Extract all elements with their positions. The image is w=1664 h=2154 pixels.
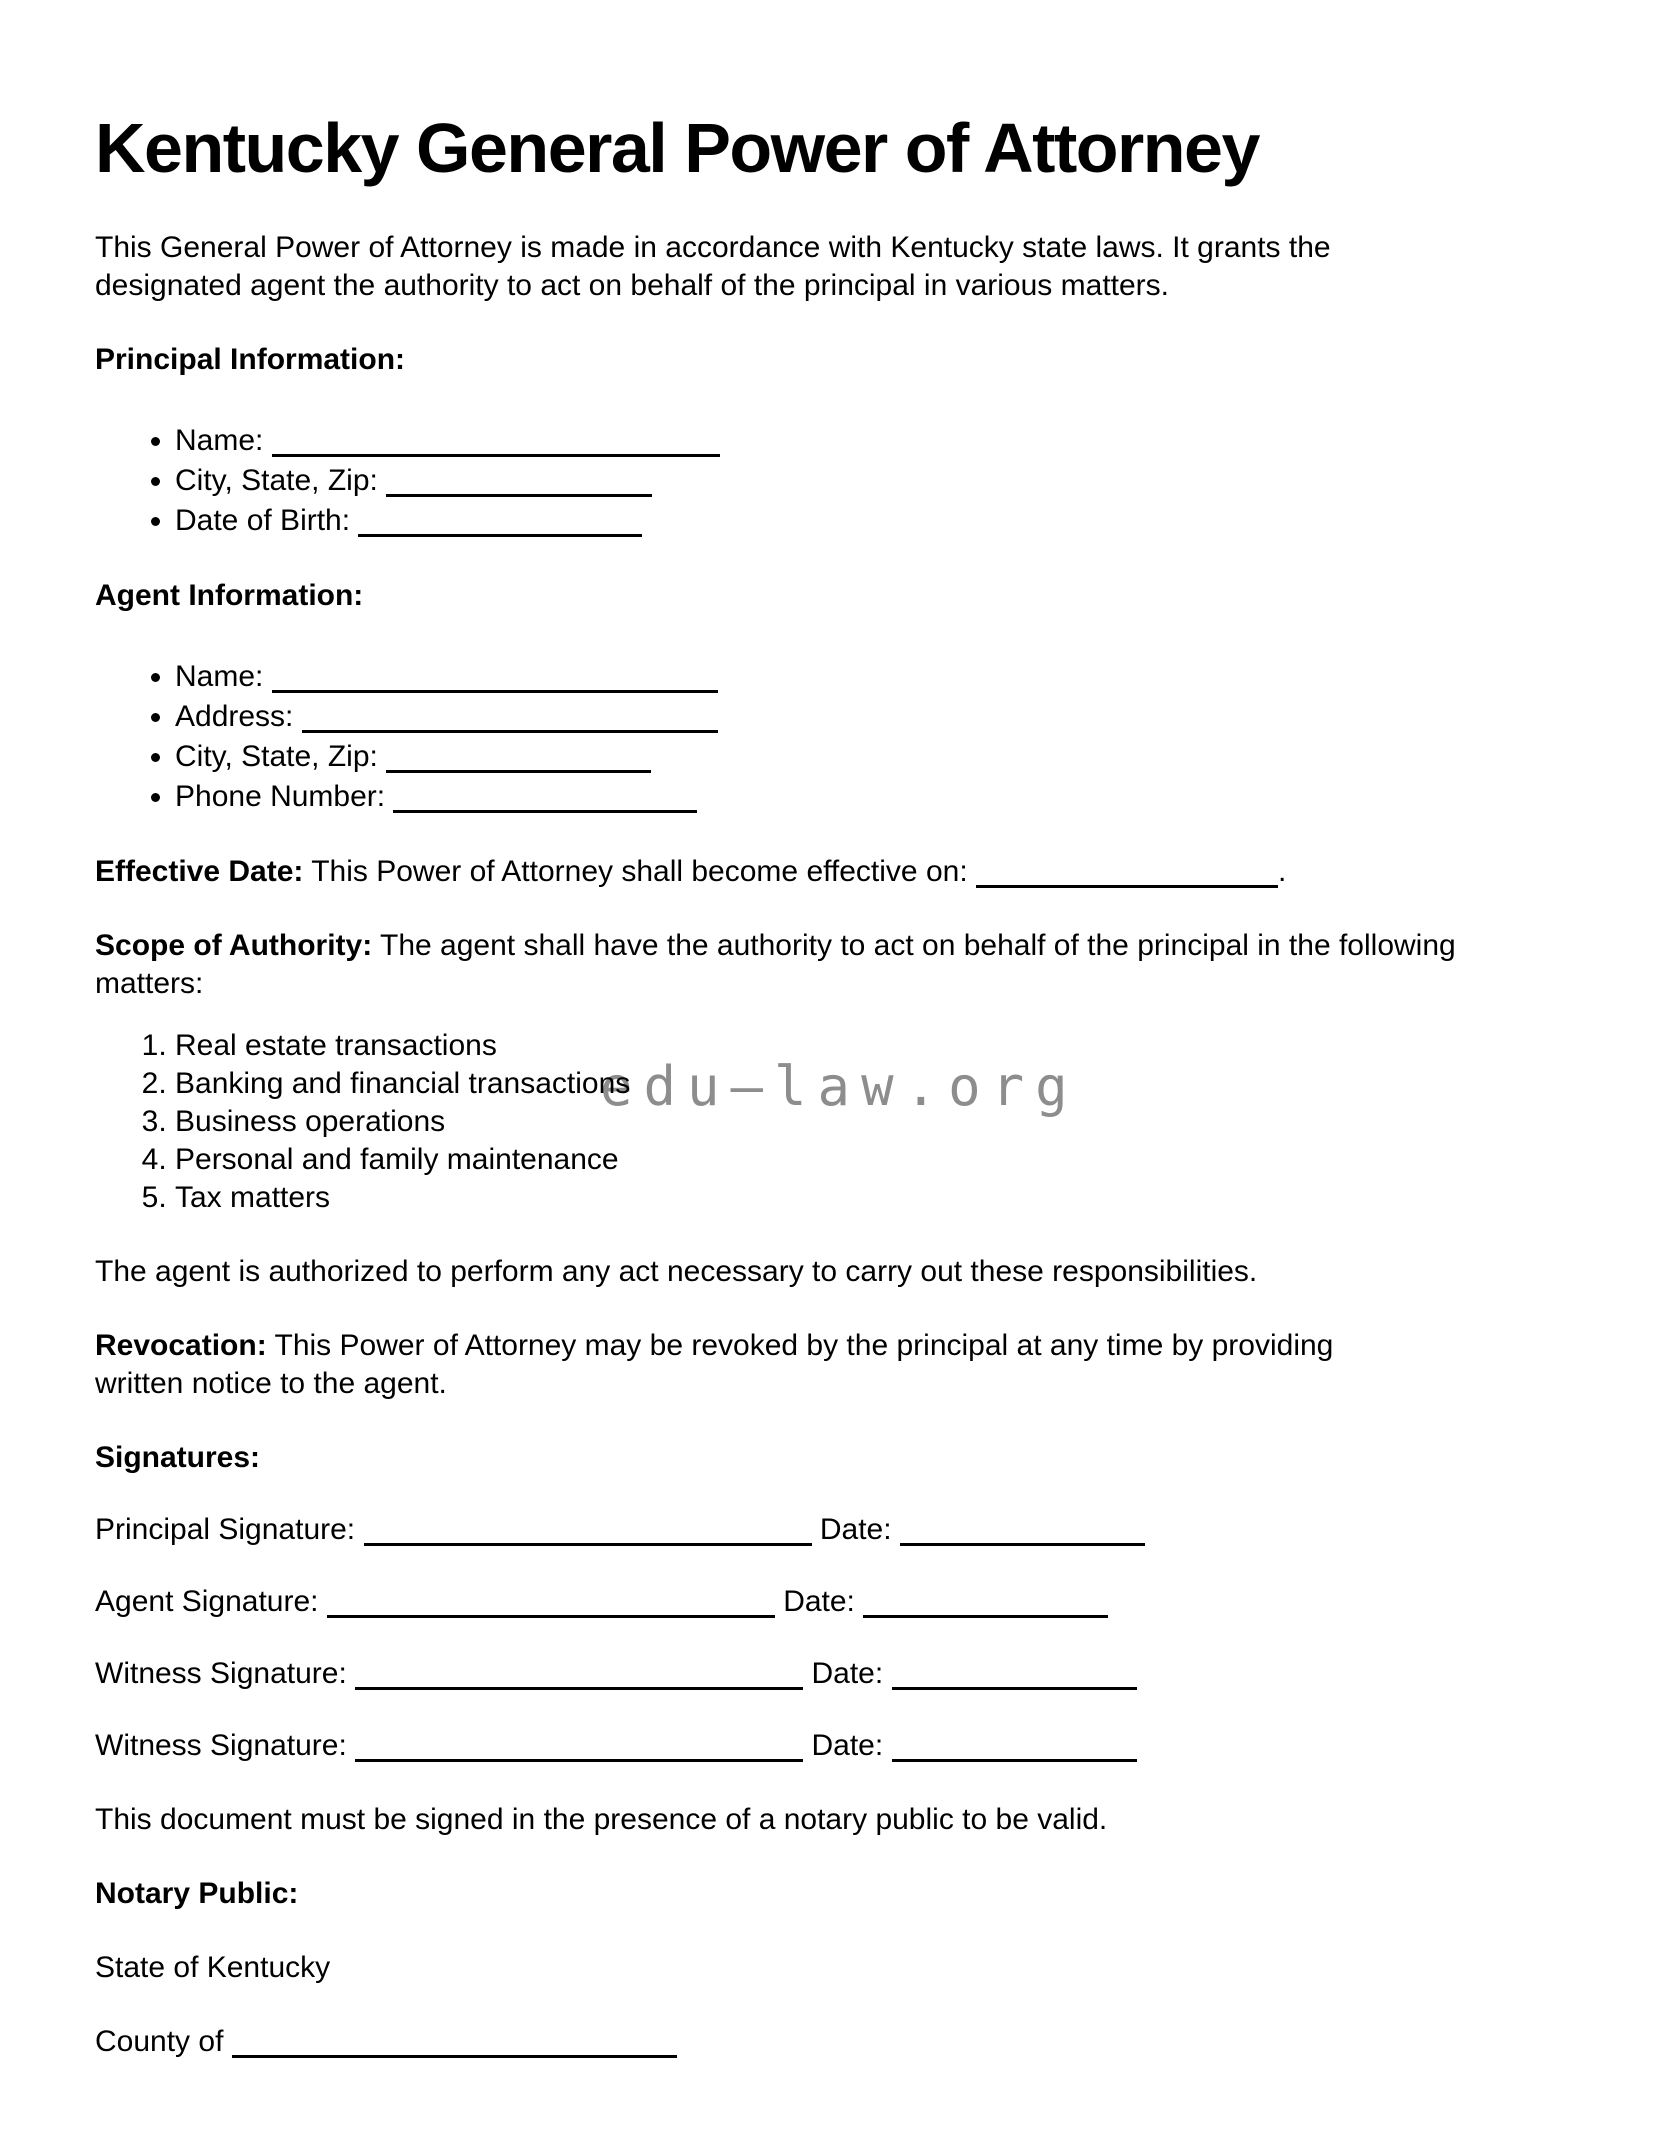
notary-requirement-note: This document must be signed in the presence of a notary public to be valid. (95, 1803, 1108, 1836)
notary-public-heading: Notary Public: (95, 1877, 299, 1910)
agent-name-blank-line (272, 661, 718, 693)
principal-date-of-birth-blank-line (358, 505, 642, 537)
date-label: Date: (811, 1657, 884, 1690)
principal-city-state-zip-blank-line (386, 465, 652, 497)
date-label: Date: (811, 1729, 884, 1762)
notary-state-line: State of Kentucky (95, 1951, 331, 1984)
scope-item: 4. Personal and family maintenance (175, 1141, 1564, 1179)
witness-signature-blank-line (355, 1658, 803, 1690)
agent-signature-date-blank-line (863, 1586, 1108, 1618)
scope-item: 1. Real estate transactions (175, 1027, 1564, 1065)
field-label: City, State, Zip: (175, 464, 378, 497)
effective-date-suffix: . (1278, 855, 1287, 888)
intro-paragraph: This General Power of Attorney is made in accordance with Kentucky state laws. It grants the designated agent the authority to act on behalf of the principal in various matters. (95, 231, 1331, 302)
principal-date-of-birth-field (175, 501, 1564, 541)
agent-signature-blank-line (327, 1586, 775, 1618)
witness-signature-date-blank-line (892, 1658, 1137, 1690)
agent-info-list (95, 657, 1564, 817)
scope-item: 3. Business operations (175, 1103, 1564, 1141)
scope-paragraph (95, 927, 1485, 1003)
agent-phone-field (175, 777, 1564, 817)
effective-date-label: Effective Date: (95, 855, 304, 888)
field-label: Name: (175, 424, 264, 457)
principal-name-field (175, 421, 1564, 461)
signature-label: Witness Signature: (95, 1657, 347, 1690)
field-label: City, State, Zip: (175, 740, 378, 773)
effective-date-blank-line (976, 856, 1278, 888)
scope-list (95, 1027, 1564, 1217)
witness-signature-row (95, 1727, 1564, 1765)
principal-name-blank-line (272, 425, 720, 457)
field-label: Phone Number: (175, 780, 386, 813)
agent-address-blank-line (302, 701, 718, 733)
agent-city-state-zip-field (175, 737, 1564, 777)
principal-info-list (95, 421, 1564, 541)
witness-signature-blank-line (355, 1730, 803, 1762)
principal-signature-date-blank-line (900, 1514, 1145, 1546)
scope-list-container (95, 1027, 1564, 1217)
principal-signature-blank-line (364, 1514, 812, 1546)
witness-signature-date-blank-line (892, 1730, 1137, 1762)
county-label: County of (95, 2025, 224, 2058)
principal-info-heading: Principal Information: (95, 343, 406, 376)
notary-county-row (95, 2023, 1564, 2061)
page-title: Kentucky General Power of Attorney (95, 109, 1259, 187)
authorization-note: The agent is authorized to perform any act necessary to carry out these responsibilities. (95, 1255, 1258, 1288)
principal-city-state-zip-field (175, 461, 1564, 501)
effective-date-paragraph (95, 853, 1564, 891)
scope-item: 5. Tax matters (175, 1179, 1564, 1217)
principal-signature-row (95, 1511, 1564, 1549)
signature-label: Agent Signature: (95, 1585, 319, 1618)
county-blank-line (232, 2026, 677, 2058)
scope-label: Scope of Authority: (95, 929, 373, 962)
signature-label: Principal Signature: (95, 1513, 356, 1546)
agent-address-field (175, 697, 1564, 737)
effective-date-text: This Power of Attorney shall become effective on: (311, 855, 968, 888)
agent-phone-blank-line (393, 781, 697, 813)
revocation-text: This Power of Attorney may be revoked by the principal at any time by providing written notice to the agent. (95, 1329, 1334, 1400)
scope-item: 2. Banking and financial transactions (175, 1065, 1564, 1103)
watermark: edu–law.org (600, 1055, 1079, 1118)
signatures-heading: Signatures: (95, 1441, 261, 1474)
witness-signature-row (95, 1655, 1564, 1693)
date-label: Date: (783, 1585, 855, 1618)
scope-text: The agent shall have the authority to act on behalf of the principal in the following matters: (95, 929, 1456, 1000)
agent-signature-row (95, 1583, 1564, 1621)
signature-label: Witness Signature: (95, 1729, 347, 1762)
agent-name-field (175, 657, 1564, 697)
agent-city-state-zip-blank-line (386, 741, 651, 773)
revocation-label: Revocation: (95, 1329, 267, 1362)
field-label: Date of Birth: (175, 504, 351, 537)
field-label: Address: (175, 700, 294, 733)
field-label: Name: (175, 660, 264, 693)
revocation-paragraph (95, 1327, 1395, 1403)
agent-info-heading: Agent Information: (95, 579, 364, 612)
date-label: Date: (819, 1513, 892, 1546)
